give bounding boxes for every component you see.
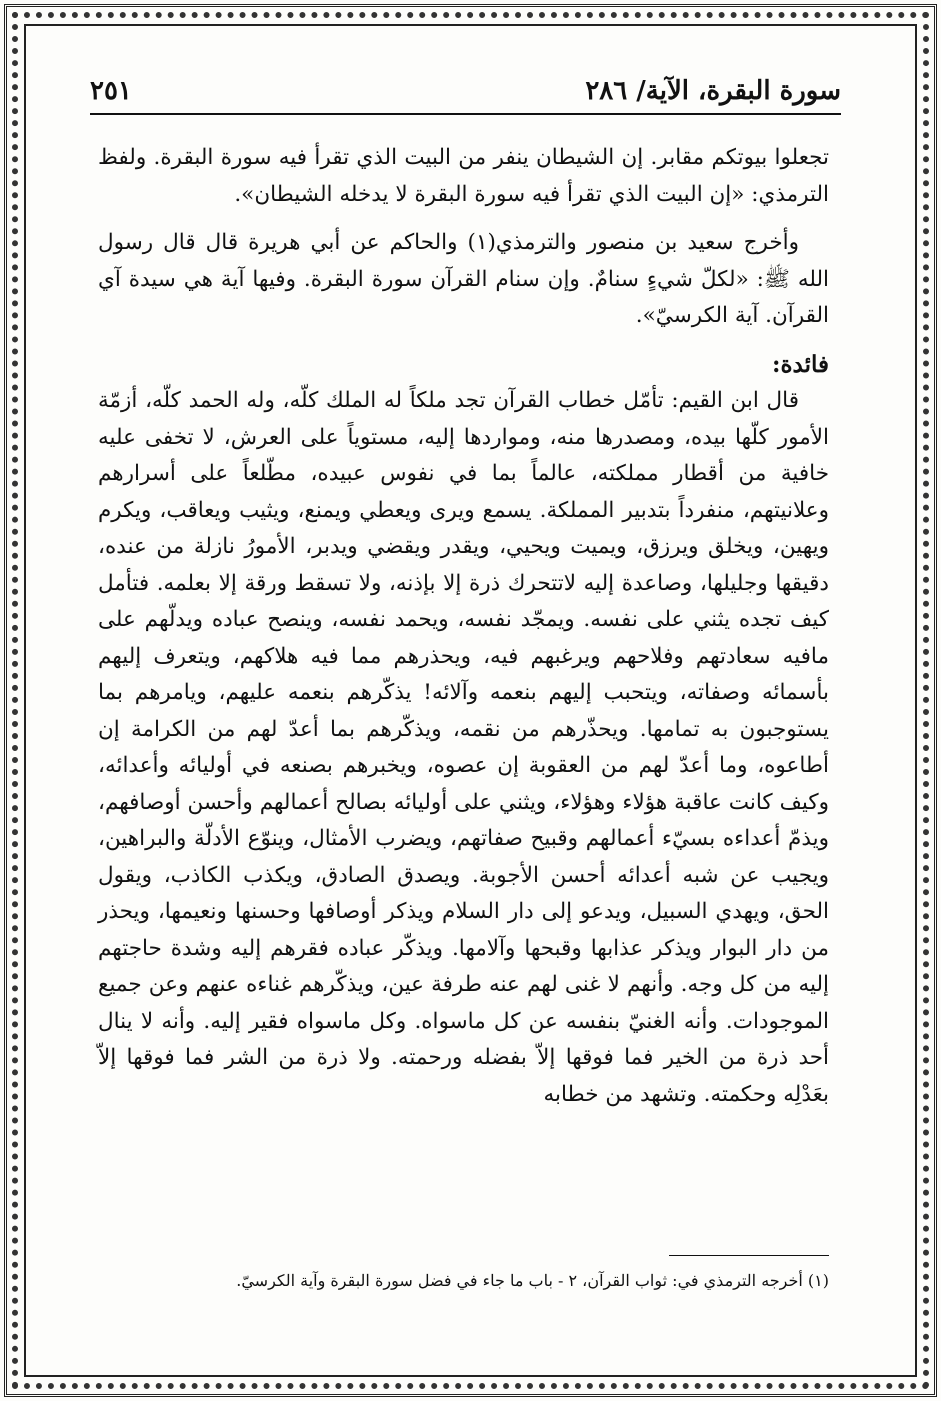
header-rule <box>90 113 841 115</box>
running-title: سورة البقرة، الآية/ ٢٨٦ <box>585 76 841 106</box>
paragraph-1: تجعلوا بيوتكم مقابر. إن الشيطان ينفر من البيت الذي تقرأ فيه سورة البقرة. ولفظ الترمذي: «إن البيت الذي تقرأ فيه سورة البقرة لا يدخله الشيطان». <box>98 145 829 207</box>
paragraph-2: وأخرج سعيد بن منصور والترمذي(١) والحاكم عن أبي هريرة قال قال رسول الله ﷺ: «لكلّ شيءٍ سنامٌ. وإن سنام القرآن سورة البقرة. وفيها آية هي سيدة آي القرآن. آية الكرسيّ». <box>98 230 829 328</box>
page-header <box>90 70 841 112</box>
footnote: (١) أخرجه الترمذي في: ثواب القرآن، ٢ - باب ما جاء في فضل سورة البقرة وآية الكرسيّ. <box>236 1271 829 1290</box>
page-number: ٢٥١ <box>90 76 132 106</box>
footnote-rule <box>669 1255 829 1256</box>
section-heading: فائدة: <box>771 350 829 378</box>
main-text <box>98 140 829 1113</box>
paragraph-3: قال ابن القيم: تأمّل خطاب القرآن تجد ملكاً له الملك كلّه، وله الحمد كلّه، أزمّة الأمور كلّها بيده، ومصدرها منه، ومواردها إليه، مستوياً على العرش، لا تخفى عليه خافية من أقطار مملكته، عالماً بما في نفوس عبيده، مطّلعاً على أسرارهم وعلانيتهم، منفرداً بتدبير المملكة. يسمع ويرى ويعطي ويمنع، ويثيب ويعاقب، ويكرم ويهين، ويخلق ويرزق، ويميت ويحيي، ويقدر ويقضي ويدبر، الأمورُ نازلة من عنده، دقيقها وجليلها، وصاعدة إليه لاتتحرك ذرة إلا بإذنه، ولا تسقط ورقة إلا بعلمه. فتأمل كيف تجده يثني على نفسه. ويمجّد نفسه، ويحمد نفسه، وينصح عباده ويدلّهم على مافيه سعادتهم وفلاحهم ويرغبهم فيه، ويحذرهم مما فيه هلاكهم، ويتعرف إليهم بأسمائه وصفاته، ويتحبب إليهم بنعمه وآلائه! يذكّرهم بنعمه عليهم، ويامرهم بما يستوجبون به تمامها. ويحذّرهم من نقمه، ويذكّرهم بما أعدّ لهم من الكرامة إن أطاعوه، وما أعدّ لهم من العقوبة إن عصوه، ويخبرهم بصنعه في أوليائه وأعدائه، وكيف كانت عاقبة هؤلاء وهؤلاء، ويثني على أوليائه بصالح أعمالهم وأحسن أوصافهم، ويذمّ أعداءه بسيّء أعمالهم وقبيح صفاتهم، ويضرب الأمثال، وينوّع الأدلّة والبراهين، ويجيب عن شبه أعدائه أحسن الأجوبة. ويصدق الصادق، ويكذب الكاذب، ويقول الحق، ويهدي السبيل، ويدعو إلى دار السلام ويذكر أوصافها وحسنها ونعيمها، ويحذر من دار البوار ويذكر عذابها وقبحها وآلامها. ويذكّر عباده فقرهم إليه وشدة حاجتهم إليه من كل وجه. وأنهم لا غنى لهم عنه طرفة عين، ويذكّرهم غناءه عنهم وعن جميع الموجودات. وأنه الغنيّ بنفسه عن كل ماسواه. وكل ماسواه فقير إليه. وأنه لا ينال أحد ذرة من الخير فما فوقها إلاّ بفضله ورحمته. ولا ذرة من الشر فما فوقها إلاّ بعَدْلِه وحكمته. وتشهد من خطابه <box>98 388 829 1107</box>
